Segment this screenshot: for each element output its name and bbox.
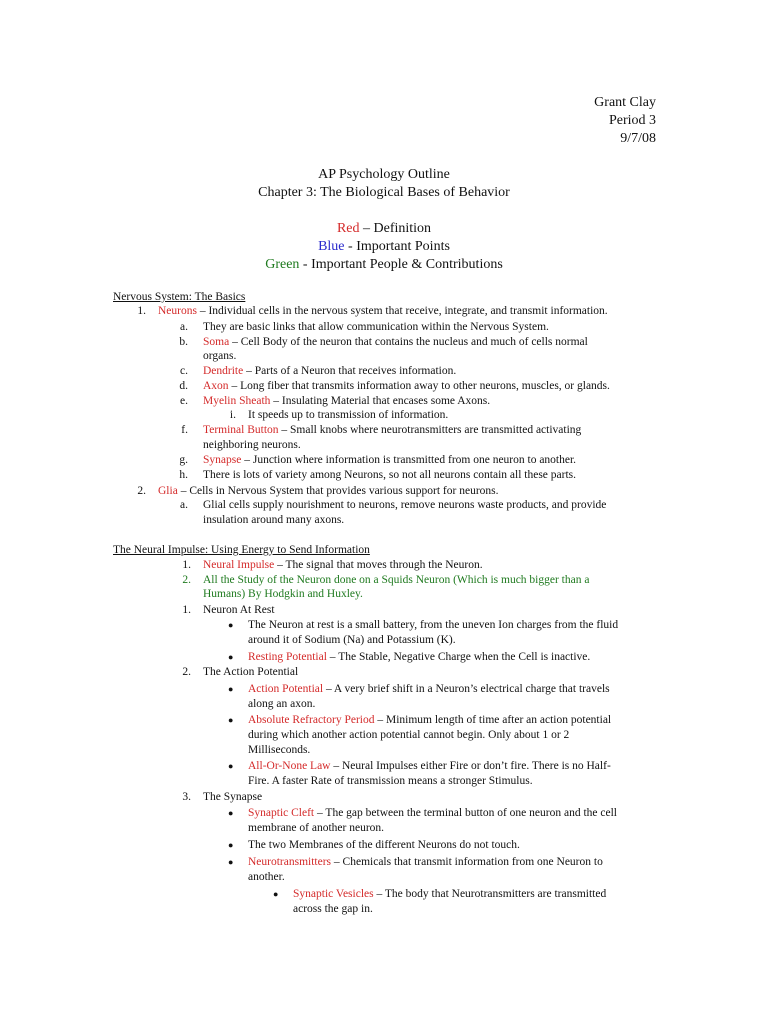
list-item: All the Study of the Neuron done on a Squids Neuron (Which is much bigger than a: [203, 574, 590, 586]
key-important-points: [0, 238, 768, 256]
bullet-icon: ●: [273, 889, 279, 899]
item-text: – Minimum length of time after an action potential: [374, 714, 612, 726]
list-item-continuation: membrane of another neuron.: [248, 822, 385, 834]
term: Synapse: [203, 454, 242, 466]
list-marker: 1.: [182, 604, 191, 616]
bullet-icon: ●: [228, 840, 234, 850]
term: Neurons: [158, 305, 197, 317]
term: Dendrite: [203, 365, 244, 377]
header-block: [594, 94, 656, 148]
bullet-icon: ●: [228, 652, 234, 662]
list-marker: a.: [180, 499, 188, 511]
item-text: – Individual cells in the nervous system that receive, integrate, and transmit information.: [196, 305, 608, 317]
list-item: [203, 364, 456, 379]
list-marker: 2.: [182, 666, 191, 678]
list-item: [248, 759, 611, 774]
section-heading: Nervous System: The Basics: [113, 291, 246, 303]
key-term-green: Green: [265, 257, 300, 272]
bullet-icon: ●: [228, 715, 234, 725]
term: Glia: [158, 485, 178, 497]
list-item: [248, 682, 610, 697]
item-text: – The signal that moves through the Neuron.: [274, 559, 483, 571]
key-term-blue: Blue: [318, 239, 345, 254]
list-marker: b.: [179, 336, 188, 348]
list-item: Glial cells supply nourishment to neurons, remove neurons waste products, and provide: [203, 499, 607, 511]
key-desc-green: - Important People & Contributions: [299, 257, 503, 272]
term: Neurotransmitters: [248, 856, 332, 868]
list-marker: c.: [180, 365, 188, 377]
list-item-continuation: another.: [248, 871, 285, 883]
list-item-continuation: along an axon.: [248, 698, 316, 710]
list-item: [203, 423, 581, 438]
list-item-continuation: around it of Sodium (Na) and Potassium (K).: [248, 634, 456, 646]
key-desc-blue: - Important Points: [344, 239, 450, 254]
list-item: [293, 887, 606, 902]
key-people: [0, 256, 768, 274]
part-label: The Synapse: [203, 791, 263, 803]
list-marker: 1.: [182, 559, 191, 571]
term: Myelin Sheath: [203, 395, 271, 407]
term: Synaptic Cleft: [248, 807, 315, 819]
bullet-icon: ●: [228, 857, 234, 867]
list-item: [248, 650, 590, 665]
list-item-continuation: Humans) By Hodgkin and Huxley.: [203, 588, 363, 600]
author-name: Grant Clay: [594, 95, 656, 110]
list-item: [248, 806, 617, 821]
list-item: [248, 855, 603, 870]
list-item: It speeds up to transmission of information.: [248, 409, 449, 421]
term: Absolute Refractory Period: [248, 714, 375, 726]
item-text: – Junction where information is transmitted from one neuron to another.: [241, 454, 577, 466]
item-text: – The body that Neurotransmitters are transmitted: [373, 888, 607, 900]
list-marker: 1.: [137, 305, 146, 317]
list-marker: a.: [180, 321, 188, 333]
list-item: [203, 379, 610, 394]
list-marker: f.: [181, 424, 188, 436]
class-period: Period 3: [608, 113, 656, 128]
item-text: – Long fiber that transmits information away to other neurons, muscles, or glands.: [228, 380, 610, 392]
section-heading: The Neural Impulse: Using Energy to Send Information: [113, 544, 370, 556]
bullet-icon: ●: [228, 684, 234, 694]
list-marker: h.: [179, 469, 188, 481]
list-item-continuation: organs.: [203, 350, 237, 362]
item-text: – Parts of a Neuron that receives information.: [243, 365, 457, 377]
item-text: – Cells in Nervous System that provides various support for neurons.: [177, 485, 499, 497]
list-item: [203, 335, 588, 350]
list-marker: e.: [180, 395, 188, 407]
list-item-continuation: Fire. A faster Rate of transmission means a stronger Stimulus.: [248, 775, 533, 787]
list-marker: g.: [179, 454, 188, 466]
item-text: – A very brief shift in a Neuron’s electrical charge that travels: [323, 683, 610, 695]
part-label: Neuron At Rest: [203, 604, 275, 616]
list-item: [203, 558, 483, 573]
bullet-icon: ●: [228, 808, 234, 818]
term: Neural Impulse: [203, 559, 275, 571]
list-item: The Neuron at rest is a small battery, from the uneven Ion charges from the fluid: [248, 619, 619, 631]
list-item: [203, 453, 576, 468]
list-marker: d.: [179, 380, 188, 392]
key-term-red: Red: [336, 221, 360, 236]
key-desc-red: – Definition: [359, 221, 432, 236]
term: Action Potential: [248, 683, 324, 695]
key-definition: [0, 220, 768, 238]
chapter-title: Chapter 3: The Biological Bases of Behavior: [258, 185, 510, 200]
list-item: The two Membranes of the different Neurons do not touch.: [248, 839, 520, 851]
list-item: [248, 713, 611, 728]
list-item: [203, 394, 490, 409]
term: Axon: [203, 380, 229, 392]
item-text: – The Stable, Negative Charge when the Cell is inactive.: [326, 651, 591, 663]
list-marker: 3.: [182, 791, 191, 803]
item-text: – Chemicals that transmit information from one Neuron to: [331, 856, 603, 868]
list-item-continuation: Milliseconds.: [248, 744, 311, 756]
item-text: – The gap between the terminal button of one neuron and the cell: [314, 807, 617, 819]
list-item: There is lots of variety among Neurons, so not all neurons contain all these parts.: [203, 469, 577, 481]
list-marker: 2.: [137, 485, 146, 497]
list-marker: 2.: [182, 574, 191, 586]
part-label: The Action Potential: [203, 666, 299, 678]
item-text: – Insulating Material that encases some Axons.: [270, 395, 491, 407]
list-item-continuation: insulation around many axons.: [203, 514, 345, 526]
list-item-continuation: neighboring neurons.: [203, 439, 301, 451]
list-item: [158, 304, 608, 319]
document-date: 9/7/08: [620, 131, 656, 146]
list-item: They are basic links that allow communication within the Nervous System.: [203, 321, 549, 333]
item-text: – Cell Body of the neuron that contains the nucleus and much of cells normal: [229, 336, 588, 348]
term: Synaptic Vesicles: [293, 888, 374, 900]
list-item-continuation: across the gap in.: [293, 903, 373, 915]
list-item: [158, 484, 499, 499]
list-item-continuation: during which another action potential cannot begin. Only about 1 or 2: [248, 729, 570, 741]
item-text: – Neural Impulses either Fire or don’t fire. There is no Half-: [330, 760, 611, 772]
term: Terminal Button: [203, 424, 279, 436]
bullet-icon: ●: [228, 620, 234, 630]
term: Resting Potential: [248, 651, 327, 663]
bullet-icon: ●: [228, 761, 234, 771]
term: All-Or-None Law: [248, 760, 331, 772]
term: Soma: [203, 336, 230, 348]
item-text: – Small knobs where neurotransmitters are transmitted activating: [278, 424, 582, 436]
list-marker: i.: [229, 409, 236, 421]
outline-title: AP Psychology Outline: [318, 167, 450, 182]
